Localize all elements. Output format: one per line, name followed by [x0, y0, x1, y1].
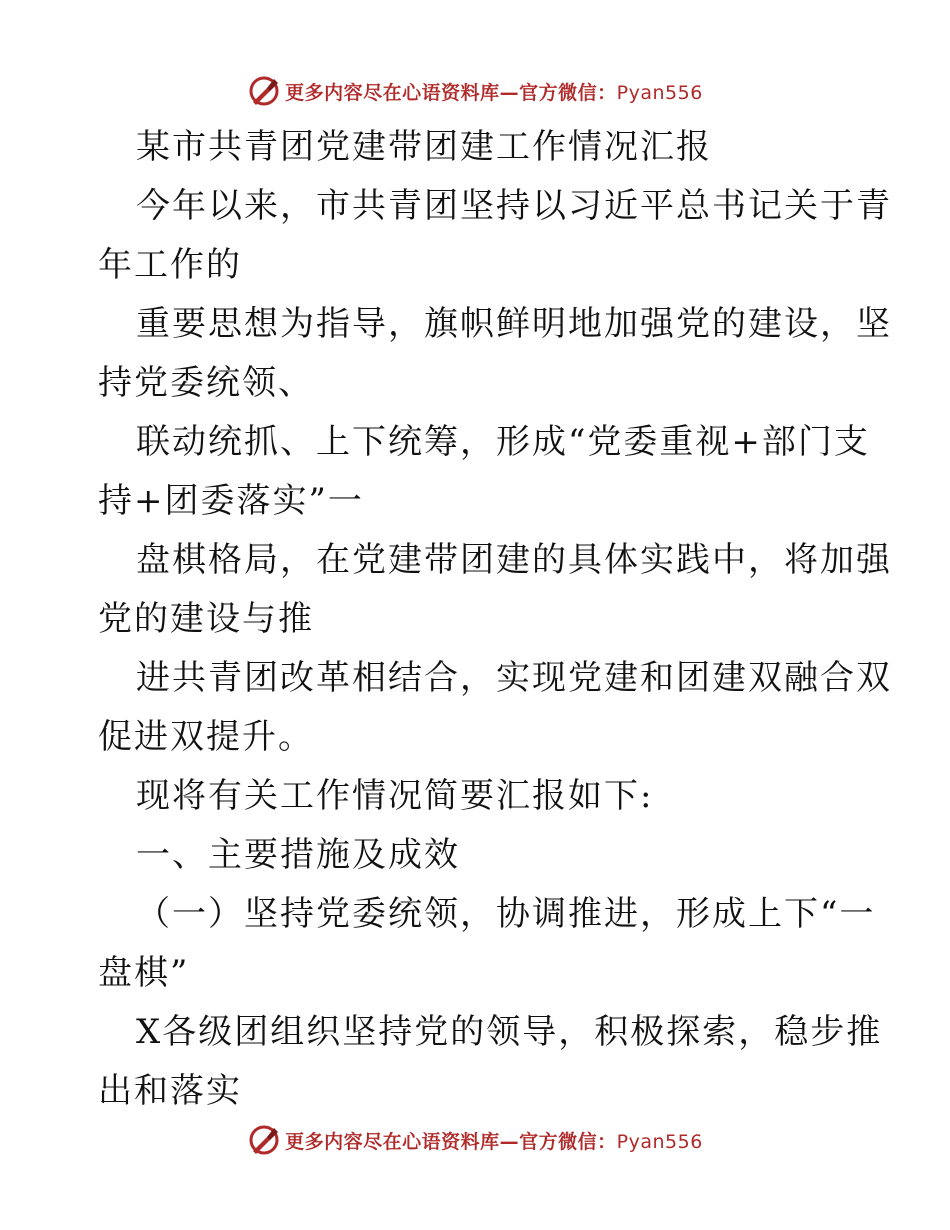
paragraph-line: 促进双提升。 — [98, 717, 314, 757]
banner-wechat-id: Pyan556 — [616, 81, 703, 104]
paragraph-line: 盘棋” — [98, 953, 190, 993]
section-heading: 一、主要措施及成效 — [136, 835, 460, 875]
paragraph-line: 出和落实 — [98, 1071, 242, 1111]
header-banner — [0, 71, 950, 111]
banner-text — [285, 78, 703, 105]
paragraph-line: 持党委统领、 — [98, 363, 314, 403]
banner-message: 更多内容尽在心语资料库—官方微信： — [285, 1130, 617, 1153]
paragraph-line: 盘棋格局，在党建带团建的具体实践中，将加强 — [136, 540, 892, 580]
paragraph-line: 持+团委落实”一 — [98, 481, 364, 521]
banner-wechat-id: Pyan556 — [616, 1130, 703, 1153]
quill-pen-icon — [247, 1123, 281, 1157]
paragraph-line: 现将有关工作情况简要汇报如下: — [136, 776, 654, 816]
quill-pen-icon — [247, 74, 281, 108]
banner-text — [285, 1127, 703, 1154]
footer-banner — [0, 1120, 950, 1160]
paragraph-line: 进共青团改革相结合，实现党建和团建双融合双 — [136, 658, 892, 698]
subsection-heading: （一）坚持党委统领，协调推进，形成上下“一 — [136, 894, 876, 934]
paragraph-line: 年工作的 — [98, 245, 242, 285]
banner-message: 更多内容尽在心语资料库—官方微信： — [285, 81, 617, 104]
paragraph-line: 党的建设与推 — [98, 599, 314, 639]
document-body — [98, 118, 892, 1121]
paragraph-line: 今年以来，市共青团坚持以习近平总书记关于青 — [136, 186, 892, 226]
document-title: 某市共青团党建带团建工作情况汇报 — [136, 127, 712, 167]
paragraph-line: 联动统抓、上下统筹，形成“党委重视+部门支 — [136, 422, 870, 462]
paragraph-line: X各级团组织坚持党的领导，积极探索，稳步推 — [136, 1012, 883, 1052]
paragraph-line: 重要思想为指导，旗帜鲜明地加强党的建设，坚 — [136, 304, 892, 344]
